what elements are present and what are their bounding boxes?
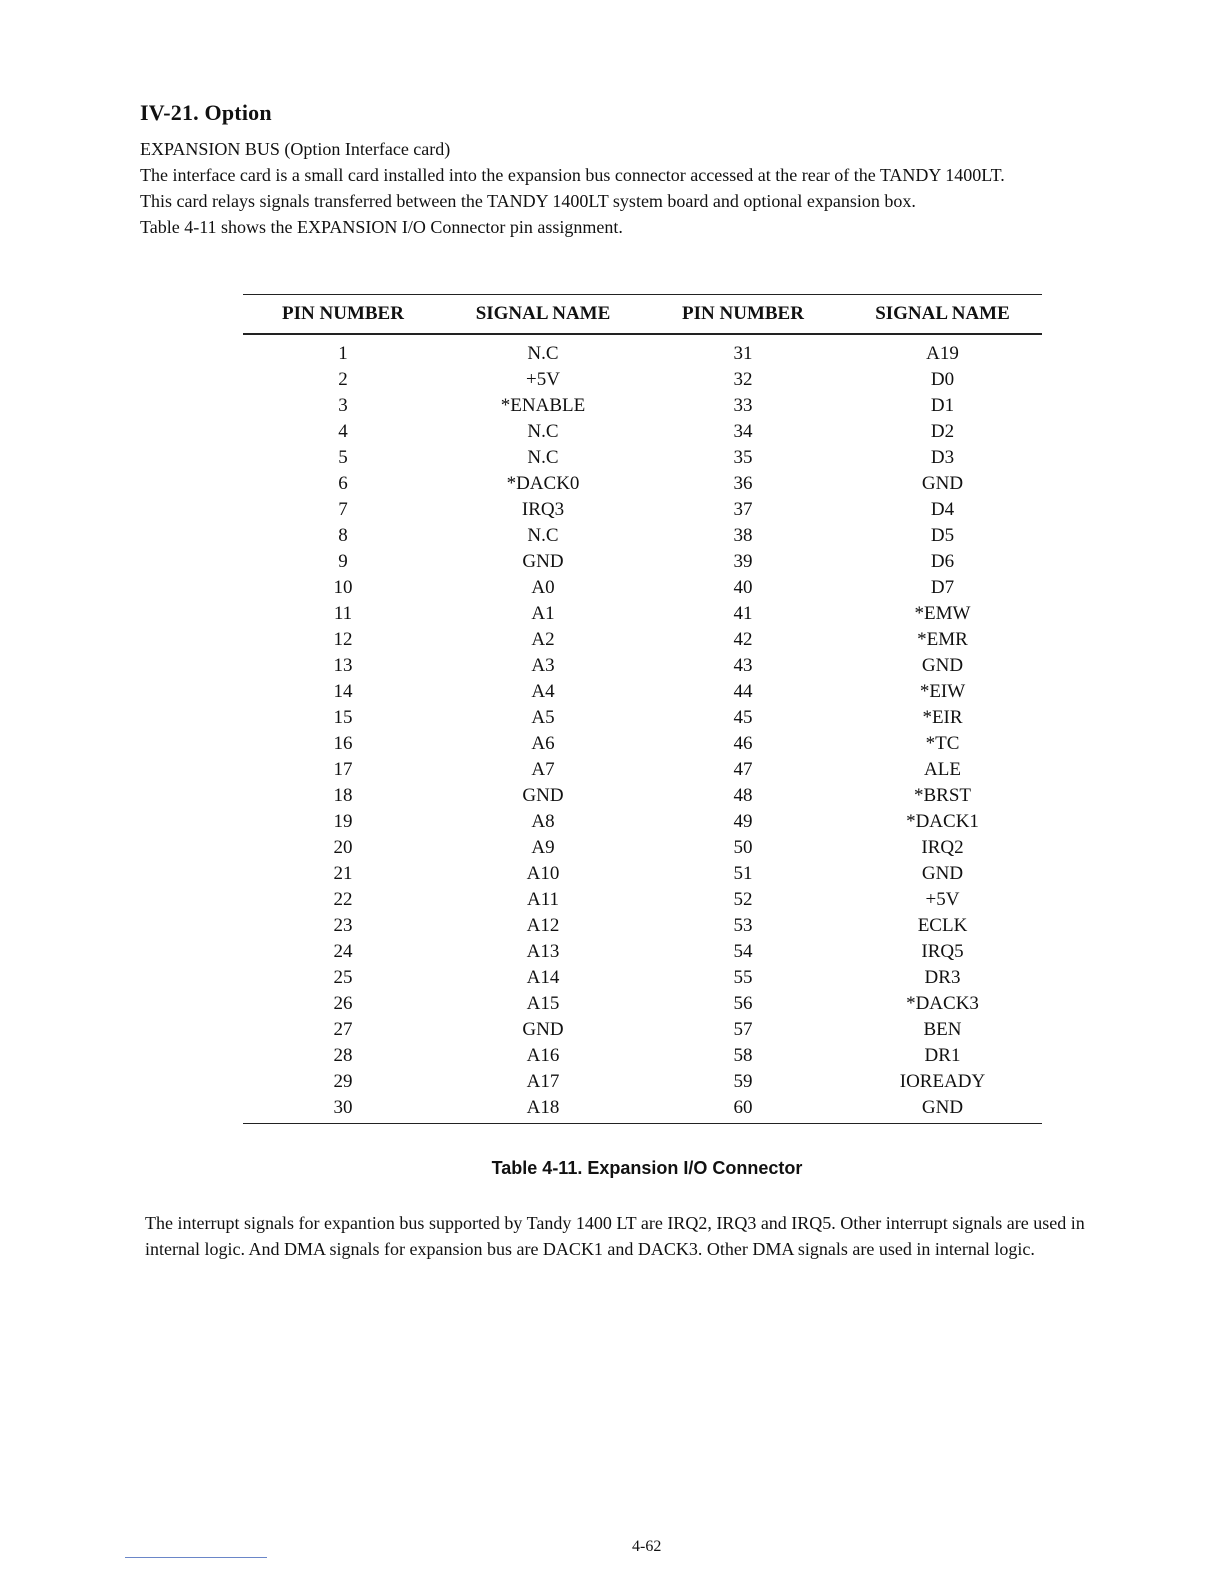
table-row (243, 653, 1042, 679)
pin-number-cell: 8 (338, 525, 348, 546)
pin-number-cell: 10 (333, 577, 353, 598)
signal-name-cell: *TC (925, 733, 960, 754)
signal-name-cell: D4 (930, 499, 955, 520)
signal-name-cell: A16 (526, 1045, 560, 1066)
intro-line: This card relays signals transferred between the TANDY 1400LT system board and optional expansion box. (140, 191, 916, 211)
outro-text (145, 1210, 1130, 1262)
table-row (243, 835, 1042, 861)
signal-name-cell: BEN (923, 1019, 962, 1040)
table-row (243, 523, 1042, 549)
pin-number-cell: 53 (733, 915, 753, 936)
pin-number-cell: 17 (333, 759, 353, 780)
table-row (243, 575, 1042, 601)
pin-number-cell: 31 (733, 343, 753, 364)
table-row (243, 731, 1042, 757)
pin-number-cell: 38 (733, 525, 753, 546)
pin-number-cell: 39 (733, 551, 753, 572)
pin-number-cell: 25 (333, 967, 353, 988)
pin-number-cell: 6 (338, 473, 348, 494)
signal-name-cell: A3 (531, 655, 555, 676)
signal-name-cell: DR3 (924, 967, 961, 988)
pin-number-cell: 36 (733, 473, 753, 494)
pin-number-cell: 37 (733, 499, 753, 520)
table-row (243, 471, 1042, 497)
intro-line: Table 4-11 shows the EXPANSION I/O Connector pin assignment. (140, 217, 623, 237)
signal-name-cell: A2 (531, 629, 555, 650)
table-row (243, 783, 1042, 809)
pin-number-cell: 35 (733, 447, 753, 468)
signal-name-cell: IRQ2 (921, 837, 964, 858)
pin-number-cell: 57 (733, 1019, 753, 1040)
pin-number-cell: 13 (333, 655, 353, 676)
intro-text (140, 136, 1120, 240)
signal-name-cell: *EIW (919, 681, 966, 702)
table-body (243, 334, 1042, 1124)
table-row (243, 809, 1042, 835)
table-row (243, 1069, 1042, 1095)
table-row (243, 419, 1042, 445)
signal-name-cell: A6 (531, 733, 555, 754)
pin-number-cell: 30 (333, 1097, 353, 1118)
table-row (243, 445, 1042, 471)
signal-name-cell: *DACK0 (506, 473, 580, 494)
pin-number-cell: 60 (733, 1097, 753, 1118)
table-row (243, 1043, 1042, 1069)
pin-number-cell: 9 (338, 551, 348, 572)
signal-name-cell: +5V (925, 889, 960, 910)
signal-name-cell: N.C (527, 447, 559, 468)
column-header: PIN NUMBER (282, 303, 404, 324)
pin-number-cell: 22 (333, 889, 353, 910)
signal-name-cell: *EMR (917, 629, 968, 650)
pin-number-cell: 46 (733, 733, 753, 754)
pin-number-cell: 1 (338, 343, 348, 364)
signal-name-cell: N.C (527, 343, 559, 364)
table-row (243, 549, 1042, 575)
pin-number-cell: 33 (733, 395, 753, 416)
table-row (243, 887, 1042, 913)
pin-number-cell: 15 (333, 707, 353, 728)
signal-name-cell: A18 (526, 1097, 560, 1118)
signal-name-cell: A4 (531, 681, 555, 702)
table-row (243, 367, 1042, 393)
signal-name-cell: A15 (526, 993, 560, 1014)
signal-name-cell: GND (921, 863, 964, 884)
pin-number-cell: 5 (338, 447, 348, 468)
table-row (243, 757, 1042, 783)
signal-name-cell: A11 (526, 889, 560, 910)
signal-name-cell: A13 (526, 941, 560, 962)
signal-name-cell: IRQ5 (921, 941, 964, 962)
pin-number-cell: 56 (733, 993, 753, 1014)
signal-name-cell: *EIR (922, 707, 963, 728)
pin-number-cell: 41 (733, 603, 753, 624)
table-row (243, 627, 1042, 653)
signal-name-cell: GND (522, 785, 564, 806)
pin-number-cell: 32 (733, 369, 753, 390)
signal-name-cell: D5 (930, 525, 955, 546)
footer-rule (125, 1557, 267, 1558)
table-row (243, 861, 1042, 887)
signal-name-cell: GND (921, 1097, 964, 1118)
signal-name-cell: D7 (930, 577, 955, 598)
table-row (243, 1017, 1042, 1043)
pin-number-cell: 3 (338, 395, 348, 416)
table-row (243, 334, 1042, 367)
pin-number-cell: 11 (333, 603, 353, 624)
pin-number-cell: 27 (333, 1019, 353, 1040)
signal-name-cell: D0 (930, 369, 955, 390)
signal-name-cell: A5 (531, 707, 555, 728)
pin-number-cell: 18 (333, 785, 353, 806)
pin-number-cell: 23 (333, 915, 353, 936)
pin-number-cell: 52 (733, 889, 753, 910)
signal-name-cell: GND (522, 1019, 564, 1040)
signal-name-cell: A14 (526, 967, 560, 988)
page-number: 4-62 (632, 1538, 662, 1555)
pin-number-cell: 55 (733, 967, 753, 988)
column-header: SIGNAL NAME (875, 303, 1010, 324)
pin-number-cell: 16 (333, 733, 353, 754)
signal-name-cell: *BRST (913, 785, 972, 806)
signal-name-cell: GND (921, 473, 964, 494)
pin-number-cell: 12 (333, 629, 353, 650)
table-row (243, 939, 1042, 965)
pin-number-cell: 14 (333, 681, 353, 702)
column-header: SIGNAL NAME (475, 303, 611, 324)
signal-name-cell: A12 (526, 915, 560, 936)
signal-name-cell: IOREADY (899, 1071, 986, 1092)
header-row (243, 295, 1042, 335)
pin-number-cell: 59 (733, 1071, 753, 1092)
table-row (243, 1095, 1042, 1124)
pin-number-cell: 28 (333, 1045, 353, 1066)
pin-number-cell: 20 (333, 837, 353, 858)
signal-name-cell: A10 (526, 863, 560, 884)
pin-number-cell: 42 (733, 629, 753, 650)
signal-name-cell: GND (921, 655, 964, 676)
signal-name-cell: A7 (531, 759, 555, 780)
table-row (243, 705, 1042, 731)
pin-number-cell: 29 (333, 1071, 353, 1092)
signal-name-cell: ECLK (917, 915, 968, 936)
signal-name-cell: A17 (526, 1071, 560, 1092)
table-caption: Table 4-11. Expansion I/O Connector (491, 1158, 803, 1178)
signal-name-cell: D2 (930, 421, 955, 442)
pin-number-cell: 4 (338, 421, 348, 442)
pin-number-cell: 44 (733, 681, 753, 702)
table-row (243, 965, 1042, 991)
signal-name-cell: D1 (930, 395, 955, 416)
table-row (243, 991, 1042, 1017)
signal-name-cell: N.C (527, 421, 559, 442)
section-heading: IV-21. Option (140, 100, 272, 125)
pin-number-cell: 48 (733, 785, 753, 806)
signal-name-cell: A0 (531, 577, 555, 598)
table-row (243, 393, 1042, 419)
signal-name-cell: IRQ3 (521, 499, 565, 520)
signal-name-cell: +5V (526, 369, 560, 390)
signal-name-cell: ALE (924, 759, 961, 780)
pin-number-cell: 34 (733, 421, 753, 442)
pin-number-cell: 40 (733, 577, 753, 598)
pin-number-cell: 50 (733, 837, 753, 858)
intro-line: The interface card is a small card installed into the expansion bus connector accessed at the rear of the TANDY 1400LT. (140, 165, 1005, 185)
signal-name-cell: A9 (531, 837, 555, 858)
table-header (243, 295, 1042, 335)
table-row (243, 601, 1042, 627)
pin-number-cell: 47 (733, 759, 753, 780)
pin-number-cell: 51 (733, 863, 753, 884)
signal-name-cell: *DACK3 (906, 993, 979, 1014)
pin-number-cell: 21 (333, 863, 353, 884)
outro-paragraph: The interrupt signals for expantion bus supported by Tandy 1400 LT are IRQ2, IRQ3 and IRQ5. Other interrupt signals are used in internal logic. And DMA signals for expansion bus are DACK1 and DACK3. Other DMA signals are used in internal logic. (145, 1213, 1085, 1259)
pin-assignment-table (243, 294, 1042, 1124)
signal-name-cell: DR1 (924, 1045, 961, 1066)
signal-name-cell: A8 (531, 811, 555, 832)
signal-name-cell: D3 (930, 447, 955, 468)
signal-name-cell: GND (522, 551, 564, 572)
pin-number-cell: 58 (733, 1045, 753, 1066)
table-row (243, 913, 1042, 939)
pin-number-cell: 7 (338, 499, 348, 520)
pin-number-cell: 26 (333, 993, 353, 1014)
signal-name-cell: A19 (926, 343, 959, 364)
signal-name-cell: A1 (531, 603, 555, 624)
intro-line: EXPANSION BUS (Option Interface card) (140, 139, 451, 159)
table-row (243, 679, 1042, 705)
signal-name-cell: *EMW (914, 603, 971, 624)
table-row (243, 497, 1042, 523)
pin-number-cell: 54 (733, 941, 753, 962)
pin-number-cell: 2 (338, 369, 348, 390)
signal-name-cell: D6 (930, 551, 955, 572)
pin-number-cell: 43 (733, 655, 753, 676)
pin-number-cell: 49 (733, 811, 753, 832)
signal-name-cell: N.C (527, 525, 559, 546)
signal-name-cell: *DACK1 (906, 811, 979, 832)
signal-name-cell: *ENABLE (500, 395, 586, 416)
pin-number-cell: 24 (333, 941, 353, 962)
pin-number-cell: 45 (733, 707, 753, 728)
pin-number-cell: 19 (333, 811, 353, 832)
column-header: PIN NUMBER (682, 303, 804, 324)
